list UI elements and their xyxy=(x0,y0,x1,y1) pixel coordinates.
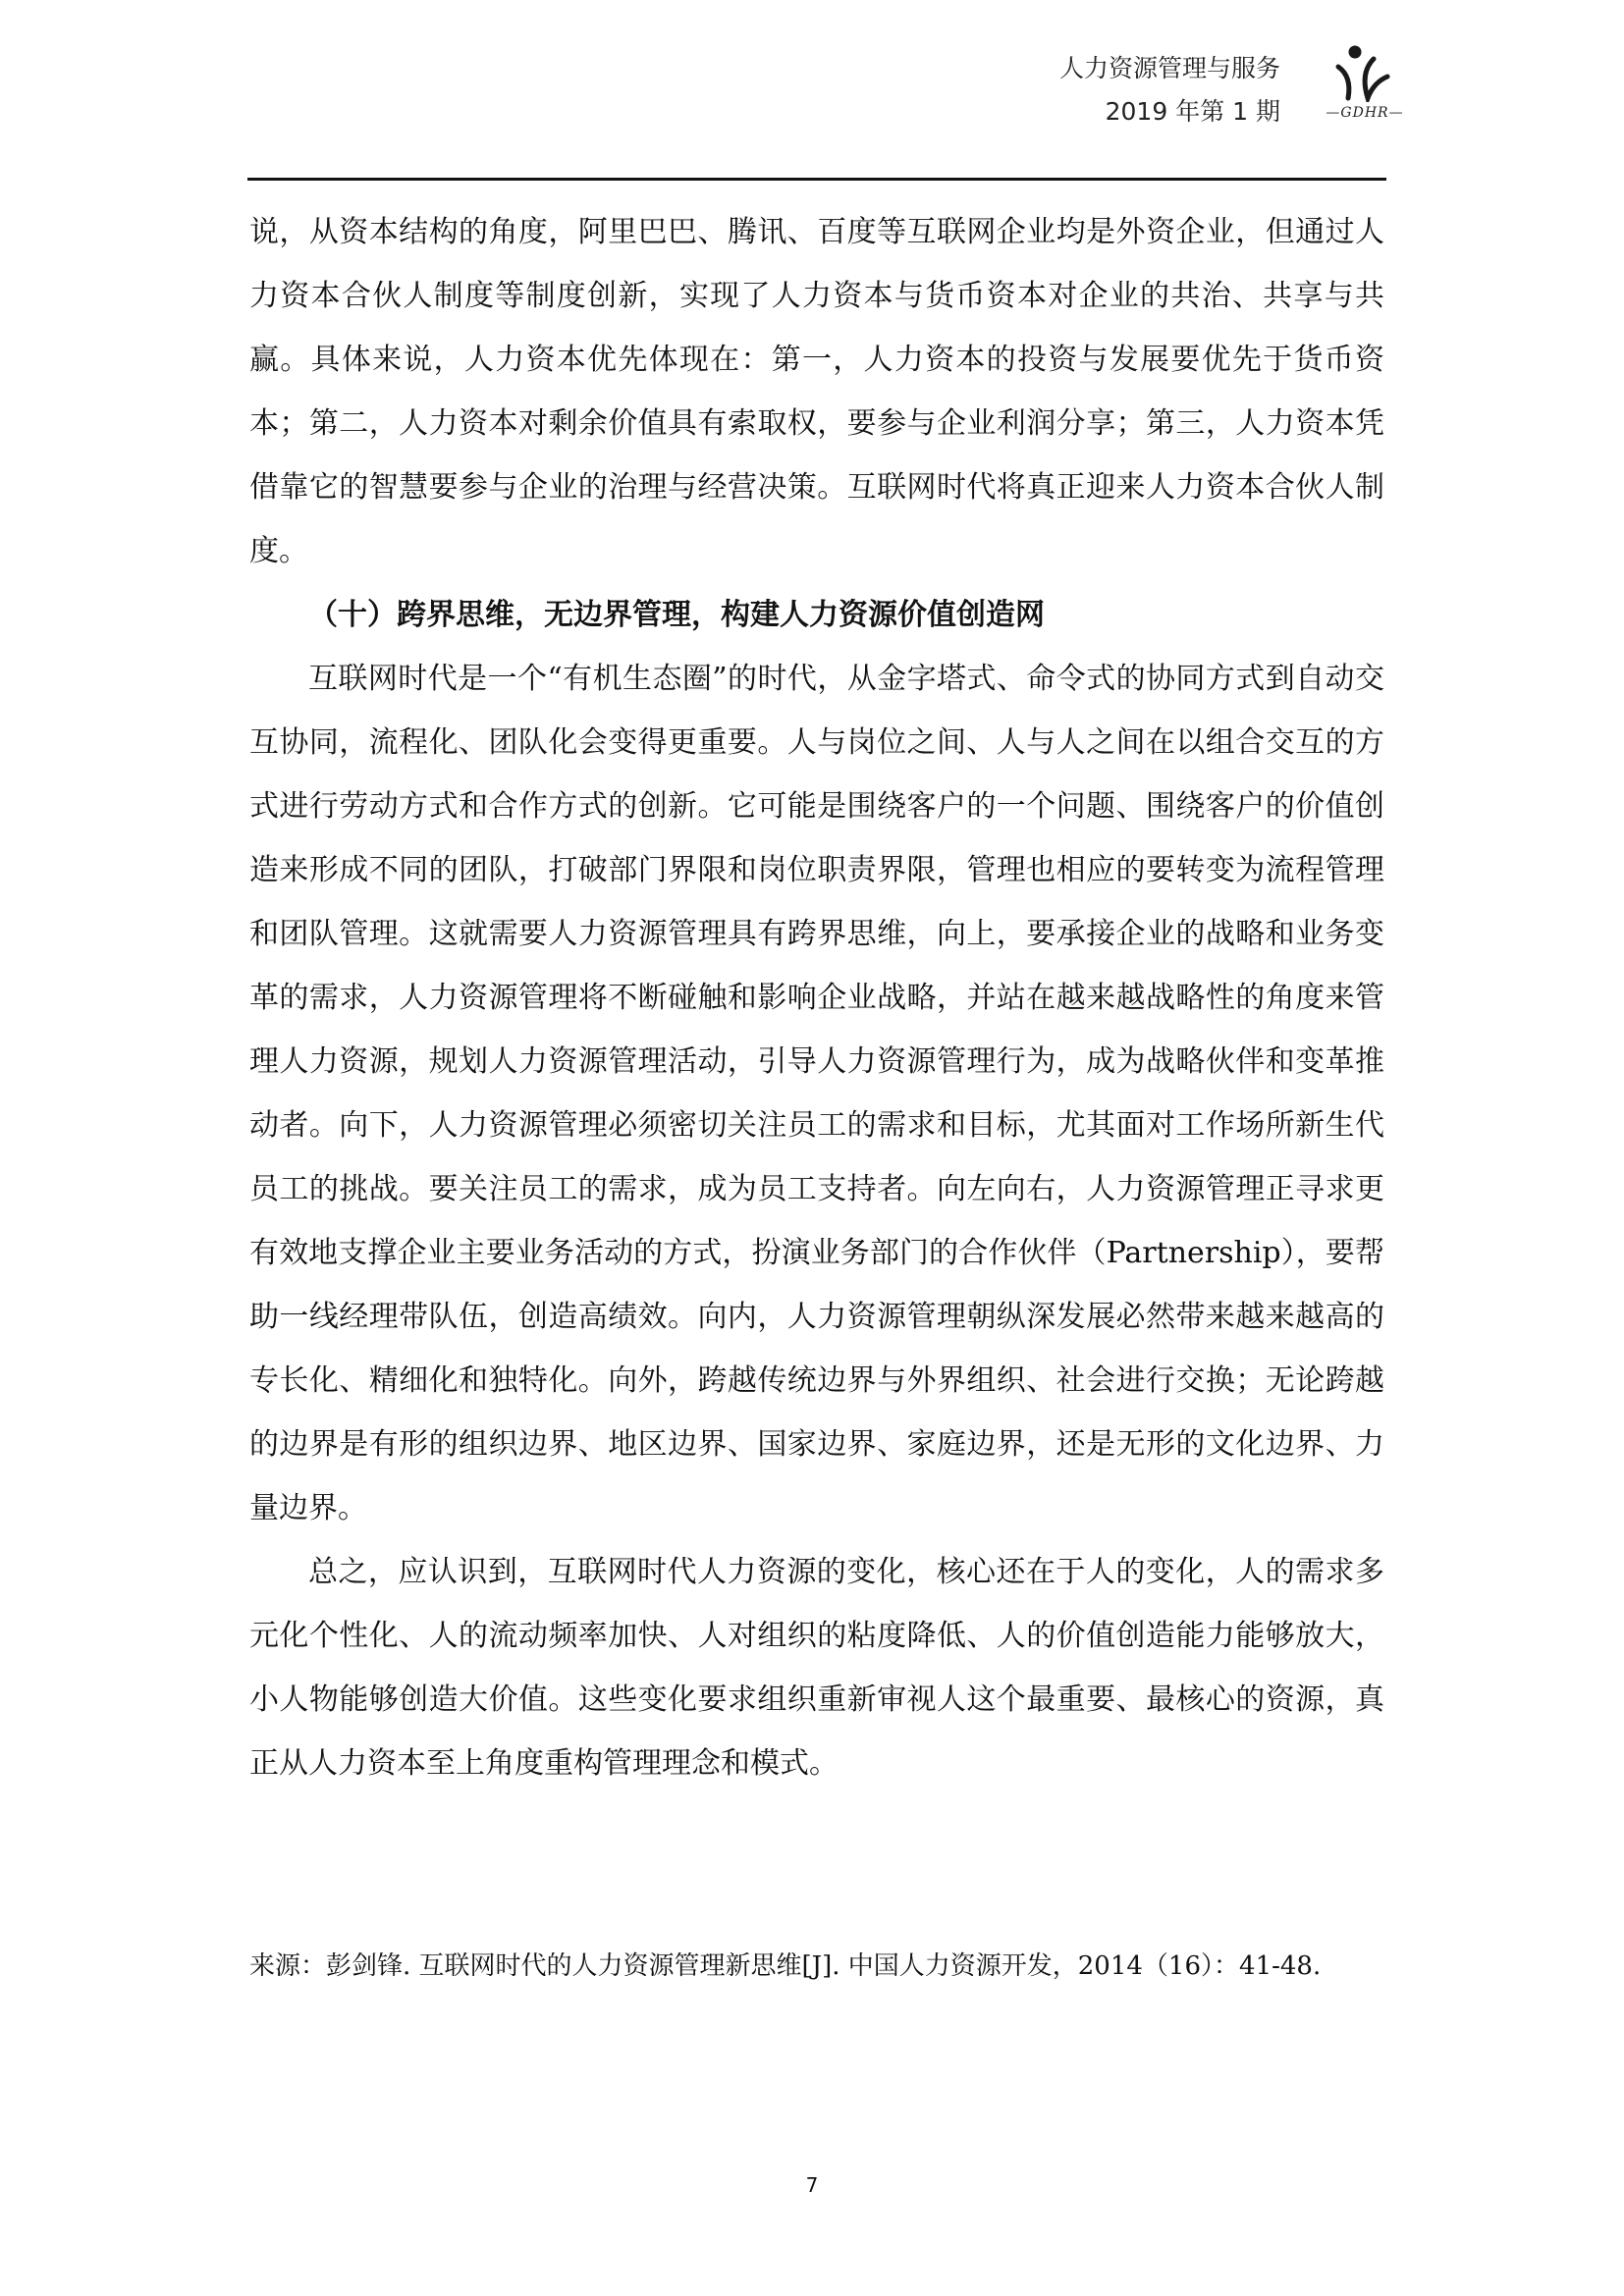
body-paragraph: 说，从资本结构的角度，阿里巴巴、腾讯、百度等互联网企业均是外资企业，但通过人力资本合伙人制度等制度创新，实现了人力资本与货币资本对企业的共治、共享与共赢。具体来说，人力资本优先体现在：第一，人力资本的投资与发展要优先于货币资本；第二，人力资本对剩余价值具有索取权，要参与企业利润分享；第三，人力资本凭借靠它的智慧要参与企业的治理与经营决策。互联网时代将真正迎来人力资本合伙人制度。 xyxy=(249,215,1384,568)
logo-letters: GDHR xyxy=(1340,105,1389,121)
issue-label: 2019 年第 1 期 xyxy=(1105,97,1280,126)
page-number: 7 xyxy=(805,2173,819,2197)
journal-title: 人力资源管理与服务 xyxy=(1058,54,1280,82)
logo-dash-right: — xyxy=(1388,105,1404,121)
section-heading: （十）跨界思维，无边界管理，构建人力资源价值创造网 xyxy=(308,598,1045,632)
page-header xyxy=(1059,47,1280,133)
gdhr-logo-icon xyxy=(1311,43,1419,102)
journal-logo xyxy=(1311,43,1419,128)
article-body xyxy=(249,200,1384,1795)
source-citation: 来源：彭剑锋. 互联网时代的人力资源管理新思维[J]. 中国人力资源开发，2014（16）：41-48. xyxy=(249,1951,1322,1981)
body-paragraph: 总之，应认识到，互联网时代人力资源的变化，核心还在于人的变化，人的需求多元化个性化、人的流动频率加快、人对组织的粘度降低、人的价值创造能力能够放大，小人物能够创造大价值。这些变化要求组织重新审视人这个最重要、最核心的资源，真正从人力资本至上角度重构管理理念和模式。 xyxy=(249,1555,1384,1781)
header-rule xyxy=(247,178,1386,181)
body-paragraph: 互联网时代是一个“有机生态圈”的时代，从金字塔式、命令式的协同方式到自动交互协同，流程化、团队化会变得更重要。人与岗位之间、人与人之间在以组合交互的方式进行劳动方式和合作方式的创新。它可能是围绕客户的一个问题、围绕客户的价值创造来形成不同的团队，打破部门界限和岗位职责界限，管理也相应的要转变为流程管理和团队管理。这就需要人力资源管理具有跨界思维，向上，要承接企业的战略和业务变革的需求，人力资源管理将不断碰触和影响企业战略，并站在越来越战略性的角度来管理人力资源，规划人力资源管理活动，引导人力资源管理行为，成为战略伙伴和变革推动者。向下，人力资源管理必须密切关注员工的需求和目标，尤其面对工作场所新生代员工的挑战。要关注员工的需求，成为员工支持者。向左向右，人力资源管理正寻求更有效地支撑企业主要业务活动的方式，扮演业务部门的合作伙伴（Partnership），要帮助一线经理带队伍，创造高绩效。向内，人力资源管理朝纵深发展必然带来越来越高的专长化、精细化和独特化。向外，跨越传统边界与外界组织、社会进行交换；无论跨越的边界是有形的组织边界、地区边界、国家边界、家庭边界，还是无形的文化边界、力量边界。 xyxy=(249,662,1384,1525)
logo-text xyxy=(1311,105,1419,121)
logo-dash-left: — xyxy=(1326,105,1341,121)
